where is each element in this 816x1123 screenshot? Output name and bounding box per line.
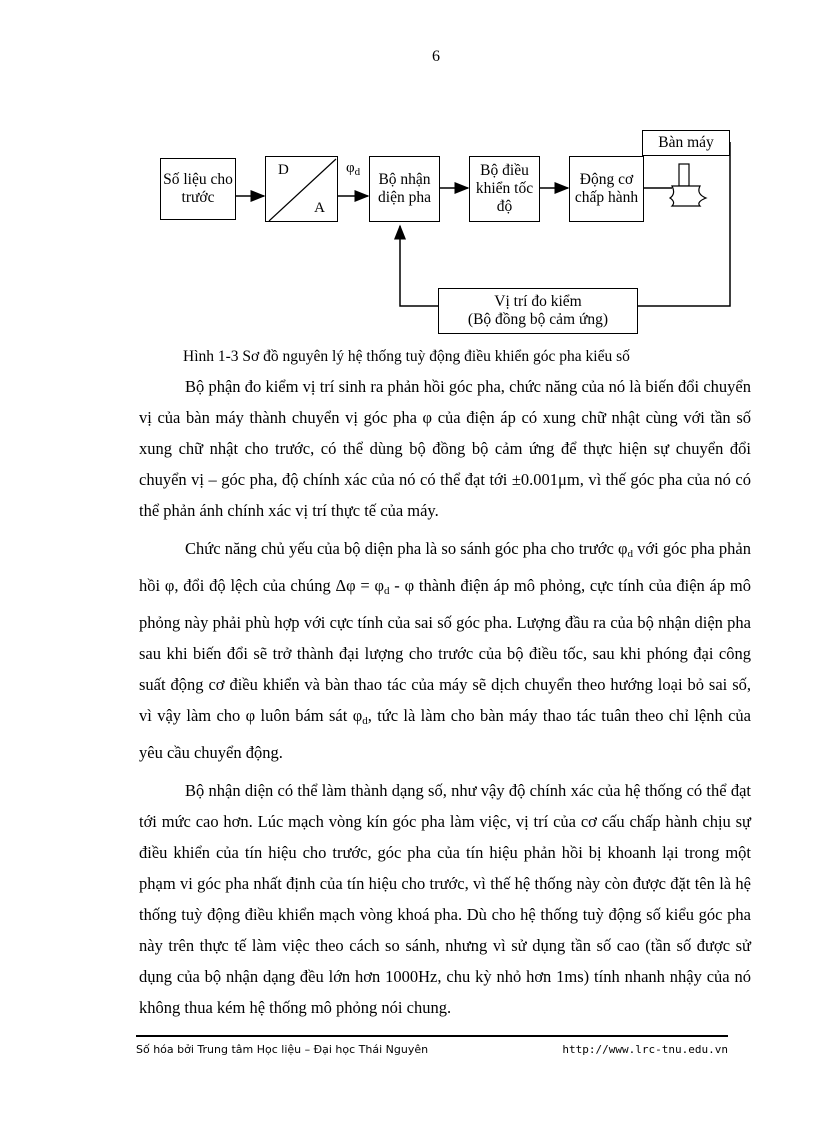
figure-caption: Hình 1-3 Sơ đồ nguyên lý hệ thống tuỳ động điều khiển góc pha kiểu số [183, 348, 630, 365]
phase-detector-box [369, 156, 440, 222]
block-diagram [160, 128, 740, 343]
footer-divider [136, 1035, 728, 1037]
position-sensor-label: Vị trí đo kiểm [494, 293, 582, 310]
arrow-feedback-to-phase [400, 226, 438, 306]
footer-url[interactable]: http://www.lrc-tnu.edu.vn [562, 1043, 728, 1056]
dac-box [265, 156, 338, 222]
paragraph-1: Bộ phận đo kiểm vị trí sinh ra phản hồi góc pha, chức năng của nó là biến đổi chuyển vị của bàn máy thành chuyển vị góc pha φ của điện áp có xung chữ nhật cùng với tần số xung chữ nhật cho trước, có thể dùng bộ đồng bộ cảm ứng để thực hiện sự chuyển đổi chuyển vị – góc pha, độ chính xác của nó có thể đạt tới ±0.001μm, vì thế góc pha của nó có thể phản ánh chính xác vị trí thực tế của máy. [139, 377, 751, 520]
position-sensor-sublabel: (Bộ đồng bộ cảm ứng) [467, 311, 609, 328]
speed-controller-box [469, 156, 540, 222]
page-number: 6 [432, 48, 440, 65]
paragraph-2: Chức năng chủ yếu của bộ diện pha là so sánh góc pha cho trước $\varphi_d$ với góc pha phản hồi φ, đổi độ lệch của chúng $\Delta\varphi = \varphi_d - \varphi$ thành điện áp mô phỏng, cực tính của điện áp mô phỏng này phải phù hợp với cực tính của sai số góc pha. Lượng đầu ra của bộ nhận diện pha sau khi biến đổi sẽ trở thành đại lượng cho trước của bộ điều tốc, sau khi phóng đại công suất động cơ điều khiển và bàn thao tác của máy sẽ dịch chuyển theo hướng loại bỏ sai số, vì vậy làm cho φ luôn bám sát $\varphi_d$, tức là làm cho bàn máy thao tác tuân theo chỉ lệnh của yêu cầu chuyển động. [139, 539, 751, 762]
input-data-box [160, 158, 236, 220]
table-mechanism-icon [670, 164, 706, 206]
phi-d-label: $\varphi_d$ [346, 160, 361, 178]
footer-credit: Số hóa bởi Trung tâm Học liệu – Đại học Thái Nguyên [136, 1043, 429, 1056]
speed-controller-label: Bộ điều khiển tốc độ [475, 162, 534, 215]
machine-table-label: Bàn máy [658, 134, 714, 151]
position-sensor-box [438, 288, 638, 334]
servo-motor-box [569, 156, 644, 222]
machine-table-box [642, 130, 730, 156]
dac-d-label: D [278, 162, 289, 178]
servo-motor-label: Động cơ chấp hành [574, 171, 639, 206]
dac-diagonal [266, 157, 338, 222]
paragraph-3: Bộ nhận diện có thể làm thành dạng số, như vậy độ chính xác của hệ thống có thể đạt tới mức cao hơn. Lúc mạch vòng kín góc pha làm việc, vị trí của cơ cấu chấp hành chịu sự điều khiển của tín hiệu cho trước, góc pha của tín hiệu phản hồi bị khoanh lại trong một phạm vi góc pha nhất định của tín hiệu cho trước, vì thế hệ thống này còn được đặt tên là hệ thống tuỳ động điều khiển mạch vòng khoá pha. Dù cho hệ thống tuỳ động số kiểu góc pha này trên thực tế làm việc theo cách so sánh, nhưng vì sử dụng tần số cao (tần số được sử dụng của bộ nhận dạng đều lớn hơn 1000Hz, chu kỳ nhỏ hơn 1ms) tính nhanh nhậy của nó không thua kém hệ thống mô phỏng nói chung. [139, 781, 751, 1017]
input-data-label: Số liệu cho trước [163, 171, 233, 206]
phase-detector-label: Bộ nhận diện pha [378, 171, 431, 206]
dac-a-label: A [314, 200, 325, 216]
body-text [139, 371, 751, 1023]
